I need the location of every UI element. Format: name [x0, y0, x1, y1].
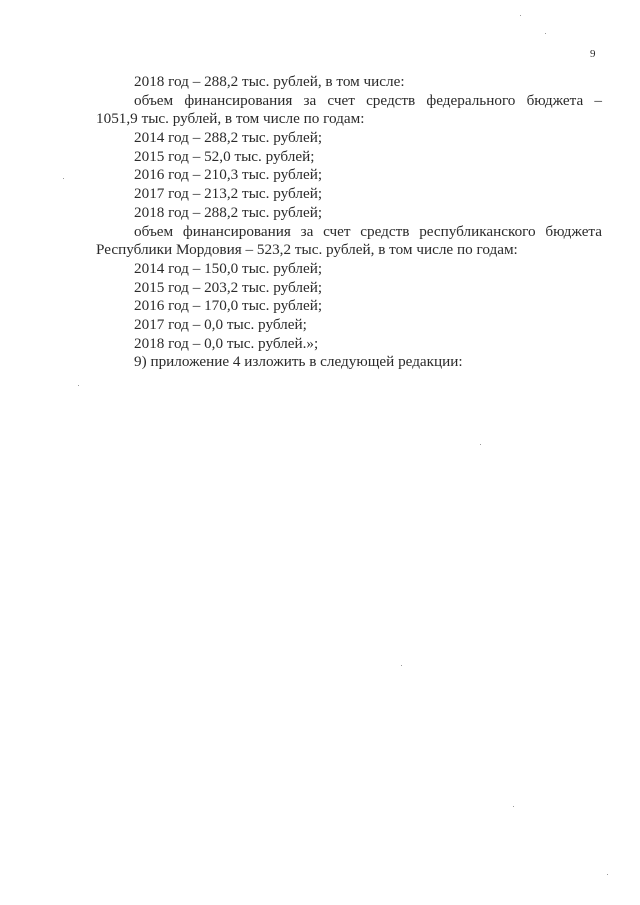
document-body: [96, 73, 602, 372]
text-line: 2016 год – 170,0 тыс. рублей;: [134, 297, 323, 315]
scan-speck: [78, 385, 79, 386]
text-line: 2018 год – 0,0 тыс. рублей.»;: [134, 334, 319, 352]
scan-speck: [401, 665, 402, 666]
text-line: 2018 год – 288,2 тыс. рублей;: [134, 203, 323, 221]
scan-speck: [63, 178, 64, 179]
scan-speck: [520, 15, 521, 16]
text-line: 9) приложение 4 изложить в следующей редакции:: [134, 353, 463, 371]
page-number: 9: [590, 48, 596, 60]
text-line: 2017 год – 0,0 тыс. рублей;: [134, 315, 307, 333]
text-line: 2014 год – 150,0 тыс. рублей;: [134, 259, 323, 277]
text-line: объем финансирования за счет средств республиканского бюджета: [134, 222, 602, 240]
text-line: 2016 год – 210,3 тыс. рублей;: [134, 166, 323, 184]
scan-speck: [480, 444, 481, 445]
text-line: 2018 год – 288,2 тыс. рублей, в том числе:: [134, 73, 405, 90]
text-line: 2017 год – 213,2 тыс. рублей;: [134, 185, 323, 203]
scan-speck: [513, 806, 514, 807]
text-line: 2014 год – 288,2 тыс. рублей;: [134, 129, 323, 147]
scan-speck: [545, 33, 546, 34]
text-line: объем финансирования за счет средств федерального бюджета –: [134, 91, 602, 109]
text-line: 2015 год – 203,2 тыс. рублей;: [134, 278, 323, 296]
text-line: 2015 год – 52,0 тыс. рублей;: [134, 147, 315, 165]
scan-speck: [607, 874, 608, 875]
text-line: 1051,9 тыс. рублей, в том числе по годам:: [96, 110, 365, 128]
text-line: Республики Мордовия – 523,2 тыс. рублей, в том числе по годам:: [96, 241, 518, 259]
